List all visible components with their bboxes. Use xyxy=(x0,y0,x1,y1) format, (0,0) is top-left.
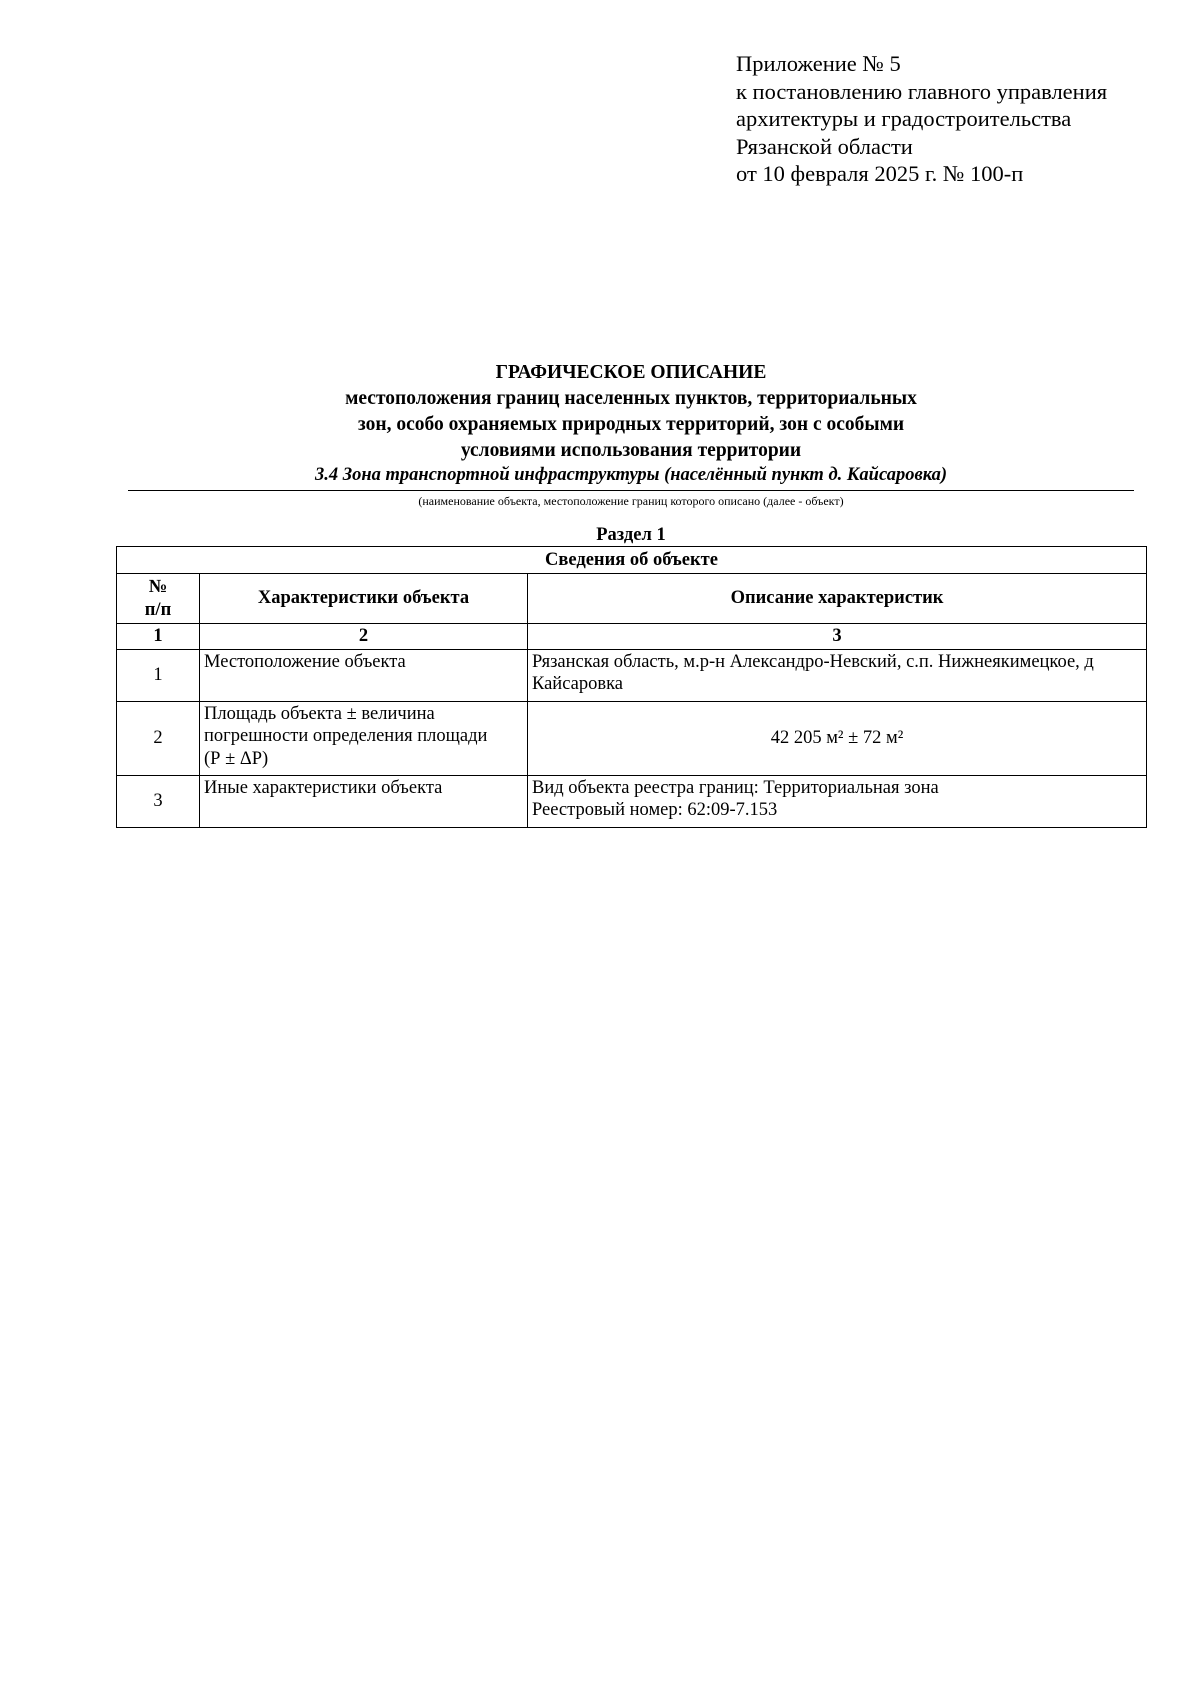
description-line: Рязанская область, м.р-н Александро-Невский, с.п. Нижнеякимецкое, д xyxy=(532,651,1094,672)
column-number-row xyxy=(117,624,1147,650)
document-title: ГРАФИЧЕСКОЕ ОПИСАНИЕ xyxy=(495,362,767,383)
appendix-line: Приложение № 5 xyxy=(736,51,901,76)
column-number: 2 xyxy=(200,624,528,650)
header-characteristics: Характеристики объекта xyxy=(200,574,528,624)
row-num: 2 xyxy=(117,701,200,775)
column-number: 1 xyxy=(117,624,200,650)
appendix-line: к постановлению главного управления xyxy=(736,78,1108,104)
description-line: Вид объекта реестра границ: Территориальная зона xyxy=(532,777,939,798)
description-line: Реестровый номер: 62:09-7.153 xyxy=(532,800,778,820)
table-header-row xyxy=(117,574,1147,624)
row-characteristic xyxy=(200,701,528,775)
row-description xyxy=(528,649,1147,701)
object-name-underline xyxy=(128,490,1134,491)
section-title: Раздел 1 xyxy=(596,525,666,545)
table-row xyxy=(117,701,1147,775)
header-num-line2: п/п xyxy=(144,599,172,620)
header-num xyxy=(117,574,200,624)
appendix-line: Рязанской области xyxy=(736,133,913,159)
appendix-line: архитектуры и градостроительства xyxy=(736,106,1072,131)
object-caption: (наименование объекта, местоположение границ которого описано (далее - объект) xyxy=(418,494,844,508)
document-heading xyxy=(0,360,1200,464)
object-info-table xyxy=(116,546,1147,828)
description-line: Кайсаровка xyxy=(532,674,624,694)
heading-line: местоположения границ населенных пунктов, территориальных xyxy=(345,388,917,409)
table-row xyxy=(117,775,1147,827)
table-title-row xyxy=(117,547,1147,574)
appendix-line: от 10 февраля 2025 г. № 100-п xyxy=(736,161,1024,186)
characteristic-line: Площадь объекта ± величина xyxy=(204,703,435,724)
row-characteristic: Местоположение объекта xyxy=(200,649,528,701)
table-title: Сведения об объекте xyxy=(117,547,1147,574)
characteristic-line: погрешности определения площади xyxy=(204,726,488,746)
row-description: 42 205 м² ± 72 м² xyxy=(528,701,1147,775)
appendix-block xyxy=(736,50,1107,188)
row-description xyxy=(528,775,1147,827)
row-num: 1 xyxy=(117,649,200,701)
header-num-line1: № xyxy=(148,577,168,597)
characteristic-line: (Р ± ΔР) xyxy=(204,748,269,769)
object-name: 3.4 Зона транспортной инфраструктуры (населённый пункт д. Кайсаровка) xyxy=(314,465,948,485)
table-row xyxy=(117,649,1147,701)
row-characteristic: Иные характеристики объекта xyxy=(200,775,528,827)
heading-line: зон, особо охраняемых природных территорий, зон с особыми xyxy=(357,414,905,435)
heading-line: условиями использования территории xyxy=(460,440,802,461)
column-number: 3 xyxy=(528,624,1147,650)
header-description: Описание характеристик xyxy=(528,574,1147,624)
row-num: 3 xyxy=(117,775,200,827)
